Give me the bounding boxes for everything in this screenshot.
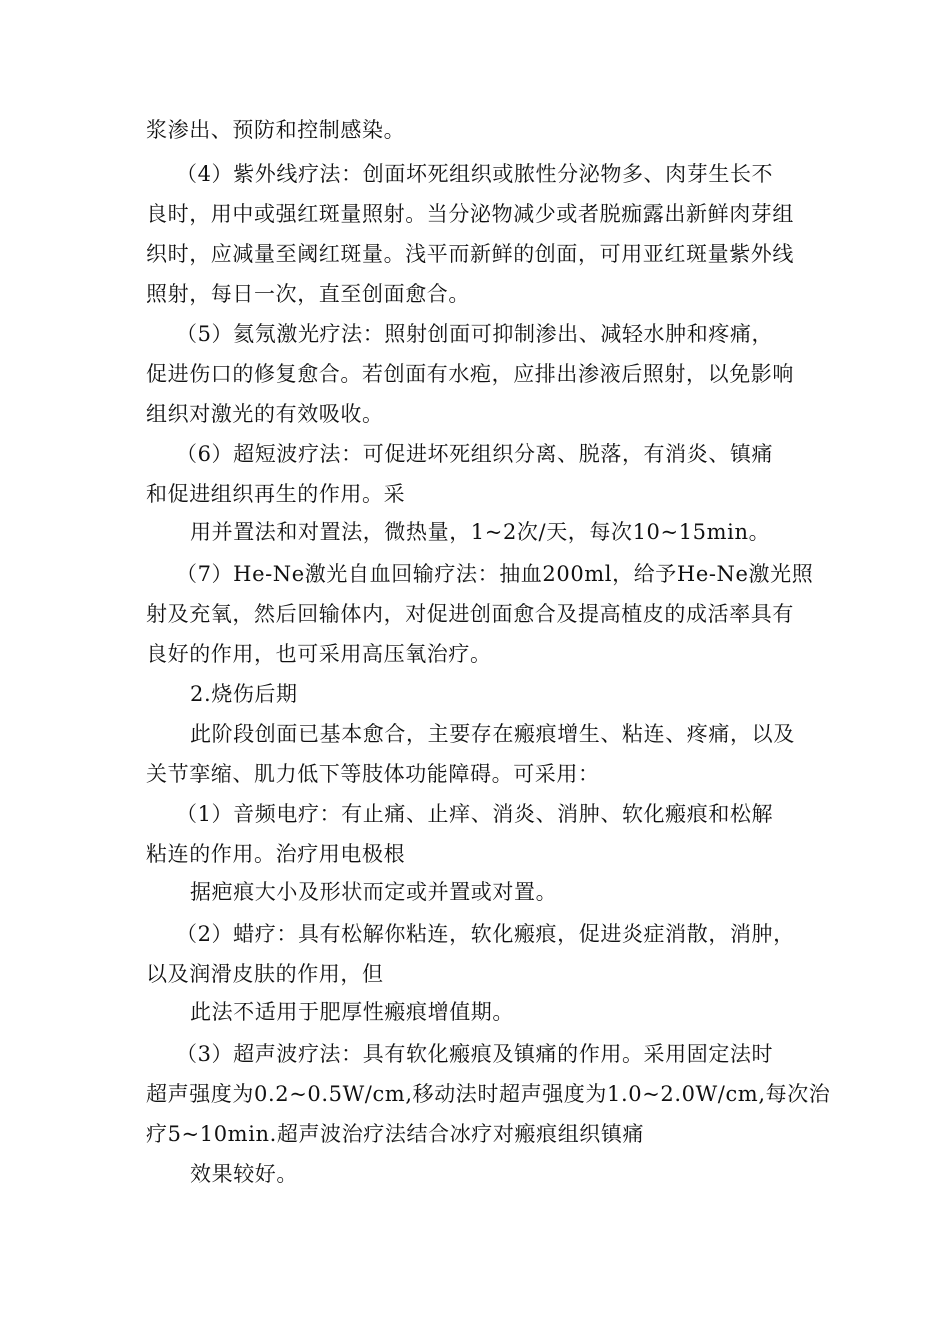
text-line: 粘连的作用。治疗用电极根 (146, 842, 406, 866)
text-line: 良好的作用，也可采用高压氧治疗。 (146, 642, 492, 666)
text-line: （2）蜡疗：具有松解你粘连，软化瘢痕，促进炎症消散，消肿， (176, 922, 795, 946)
text-line: 此阶段创面已基本愈合，主要存在瘢痕增生、粘连、疼痛，以及 (190, 722, 795, 746)
text-line: （7）He-Ne激光自血回输疗法：抽血200ml，给予He-Ne激光照 (176, 562, 814, 586)
text-line: 以及润滑皮肤的作用，但 (146, 962, 384, 986)
text-line: 此法不适用于肥厚性瘢痕增值期。 (190, 1000, 514, 1024)
text-line: 促进伤口的修复愈合。若创面有水疱，应排出渗液后照射，以免影响 (146, 362, 794, 386)
text-line: （5）氦氖激光疗法：照射创面可抑制渗出、减轻水肿和疼痛， (176, 322, 774, 346)
text-line: 效果较好。 (190, 1162, 298, 1186)
text-line: （6）超短波疗法：可促进坏死组织分离、脱落，有消炎、镇痛 (176, 442, 774, 466)
text-line: 疗5~10min.超声波治疗法结合冰疗对瘢痕组织镇痛 (146, 1122, 645, 1146)
text-line: 超声强度为0.2~0.5W/cm,移动法时超声强度为1.0~2.0W/cm,每次治 (146, 1082, 831, 1106)
section-heading: 2.烧伤后期 (190, 682, 298, 706)
text-line: 关节挛缩、肌力低下等肢体功能障碍。可采用： (146, 762, 600, 786)
text-line: 织时，应减量至阈红斑量。浅平而新鲜的创面，可用亚红斑量紫外线 (146, 242, 794, 266)
text-line: 据疤痕大小及形状而定或并置或对置。 (190, 880, 558, 904)
text-line: （3）超声波疗法：具有软化瘢痕及镇痛的作用。采用固定法时 (176, 1042, 774, 1066)
text-line: 浆渗出、预防和控制感染。 (146, 118, 406, 142)
text-line: 组织对激光的有效吸收。 (146, 402, 384, 426)
text-line: 和促进组织再生的作用。采 (146, 482, 406, 506)
text-line: 射及充氧，然后回输体内，对促进创面愈合及提高植皮的成活率具有 (146, 602, 794, 626)
text-line: 照射，每日一次，直至创面愈合。 (146, 282, 470, 306)
text-line: （4）紫外线疗法：创面坏死组织或脓性分泌物多、肉芽生长不 (176, 162, 774, 186)
text-line: 用并置法和对置法，微热量，1~2次/天，每次10~15min。 (190, 520, 771, 544)
text-line: （1）音频电疗：有止痛、止痒、消炎、消肿、软化瘢痕和松解 (176, 802, 774, 826)
text-line: 良时，用中或强红斑量照射。当分泌物减少或者脱痂露出新鲜肉芽组 (146, 202, 794, 226)
